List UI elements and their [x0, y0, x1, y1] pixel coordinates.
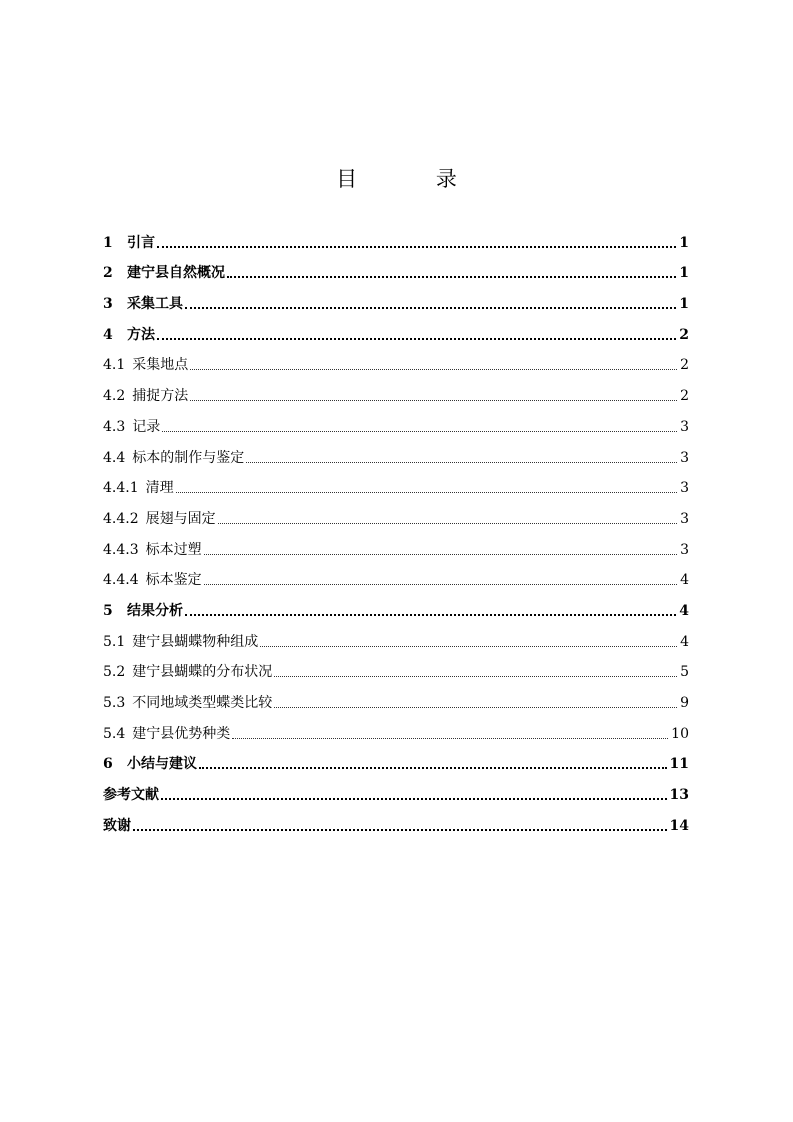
toc-entry-title: 引言	[127, 234, 155, 251]
toc-entry-page-number: 11	[669, 756, 689, 773]
toc-entry-number: 5.4	[103, 725, 126, 742]
toc-entry-page-number: 14	[669, 817, 689, 834]
toc-entry[interactable]	[103, 620, 689, 651]
dot-leader	[232, 738, 668, 739]
toc-entry[interactable]	[103, 528, 689, 559]
page-title: 目 录	[336, 167, 493, 191]
toc-entry[interactable]	[103, 252, 689, 283]
toc-entry-number: 4.1	[103, 357, 126, 374]
dot-leader	[176, 492, 677, 493]
toc-entry-title: 建宁县蝴蝶物种组成	[132, 633, 259, 650]
toc-entry-number: 5	[103, 602, 113, 619]
dot-leader	[227, 276, 676, 278]
toc-entry-title: 小结与建议	[127, 756, 197, 773]
toc-entry[interactable]	[103, 405, 689, 436]
toc-entry-title: 清理	[145, 480, 174, 497]
toc-entry-page-number: 4	[680, 572, 689, 589]
toc-entry-title: 标本的制作与鉴定	[132, 449, 245, 466]
dot-leader	[204, 554, 677, 555]
toc-entry-title: 建宁县自然概况	[127, 265, 225, 282]
toc-entry[interactable]	[103, 344, 689, 375]
toc-entry-title: 采集工具	[127, 296, 183, 313]
dot-leader	[204, 584, 677, 585]
toc-entry-page-number: 5	[680, 664, 689, 681]
toc-entry-page-number: 1	[679, 265, 689, 282]
toc-entry-title: 记录	[132, 418, 161, 435]
toc-entry-page-number: 2	[680, 388, 689, 405]
toc-entry-number: 4.4.1	[103, 480, 139, 497]
toc-entry[interactable]	[103, 559, 689, 590]
toc-entry[interactable]	[103, 681, 689, 712]
toc-entry-page-number: 3	[680, 480, 689, 497]
toc-entry-title: 展翅与固定	[145, 510, 216, 527]
dot-leader	[157, 246, 676, 248]
toc-entry-number: 4	[103, 326, 113, 343]
toc-entry-title: 不同地域类型蝶类比较	[132, 695, 273, 711]
dot-leader	[260, 646, 677, 647]
toc-entry-number: 4.4.2	[103, 510, 139, 527]
toc-entry[interactable]	[103, 743, 689, 774]
toc-entry-title: 参考文献	[103, 787, 159, 804]
dot-leader	[274, 707, 677, 708]
toc-entry[interactable]	[103, 589, 689, 620]
toc-entry[interactable]	[103, 804, 689, 835]
toc-entry-number: 4.2	[103, 388, 126, 405]
dot-leader	[190, 369, 677, 370]
toc-entry-number: 4.4.3	[103, 541, 139, 558]
dot-leader	[246, 462, 677, 463]
toc-entry-title: 方法	[127, 326, 155, 343]
dot-leader	[190, 400, 677, 401]
dot-leader	[133, 829, 667, 831]
dot-leader	[185, 614, 676, 616]
toc-entry-title: 致谢	[103, 817, 131, 834]
table-of-contents	[103, 221, 689, 835]
toc-entry[interactable]	[103, 712, 689, 743]
toc-entry-page-number: 1	[679, 234, 689, 251]
toc-entry[interactable]	[103, 313, 689, 344]
toc-entry-number: 5.2	[103, 664, 126, 681]
toc-entry-page-number: 13	[669, 787, 689, 804]
toc-entry-number: 2	[103, 265, 113, 282]
toc-entry[interactable]	[103, 436, 689, 467]
toc-entry-page-number: 1	[679, 296, 689, 313]
toc-entry-page-number: 2	[679, 326, 689, 343]
toc-entry-page-number: 10	[671, 725, 689, 742]
toc-entry-number: 5.3	[103, 695, 126, 711]
toc-entry-title: 建宁县优势种类	[132, 725, 231, 742]
toc-entry-page-number: 4	[679, 602, 689, 619]
toc-entry-title: 建宁县蝴蝶的分布状况	[132, 664, 273, 681]
toc-entry[interactable]	[103, 374, 689, 405]
dot-leader	[162, 431, 677, 432]
toc-entry-title: 捕捉方法	[132, 388, 189, 405]
toc-entry-page-number: 2	[680, 357, 689, 374]
toc-entry-title: 结果分析	[127, 602, 183, 619]
toc-entry-page-number: 3	[680, 510, 689, 527]
toc-entry-page-number: 4	[680, 633, 689, 650]
toc-entry[interactable]	[103, 773, 689, 804]
toc-entry-number: 1	[103, 234, 113, 251]
toc-entry-page-number: 3	[680, 449, 689, 466]
toc-entry-title: 采集地点	[132, 357, 189, 374]
dot-leader	[274, 676, 677, 677]
dot-leader	[218, 523, 677, 524]
toc-entry[interactable]	[103, 282, 689, 313]
toc-entry-number: 4.3	[103, 418, 126, 435]
toc-entry[interactable]	[103, 221, 689, 252]
toc-entry-number: 5.1	[103, 633, 126, 650]
toc-entry-page-number: 3	[680, 541, 689, 558]
toc-entry[interactable]	[103, 467, 689, 498]
dot-leader	[185, 307, 676, 309]
dot-leader	[157, 338, 676, 340]
toc-entry-title: 标本过塑	[145, 541, 202, 558]
toc-entry-number: 6	[103, 756, 113, 773]
toc-entry-number: 4.4.4	[103, 572, 139, 589]
dot-leader	[199, 767, 667, 769]
toc-entry[interactable]	[103, 651, 689, 682]
toc-entry-title: 标本鉴定	[145, 572, 202, 589]
dot-leader	[161, 798, 667, 800]
toc-entry-number: 3	[103, 296, 113, 313]
toc-entry-number: 4.4	[103, 449, 126, 466]
toc-entry[interactable]	[103, 497, 689, 528]
toc-entry-page-number: 3	[680, 418, 689, 435]
toc-entry-page-number: 9	[680, 695, 689, 711]
